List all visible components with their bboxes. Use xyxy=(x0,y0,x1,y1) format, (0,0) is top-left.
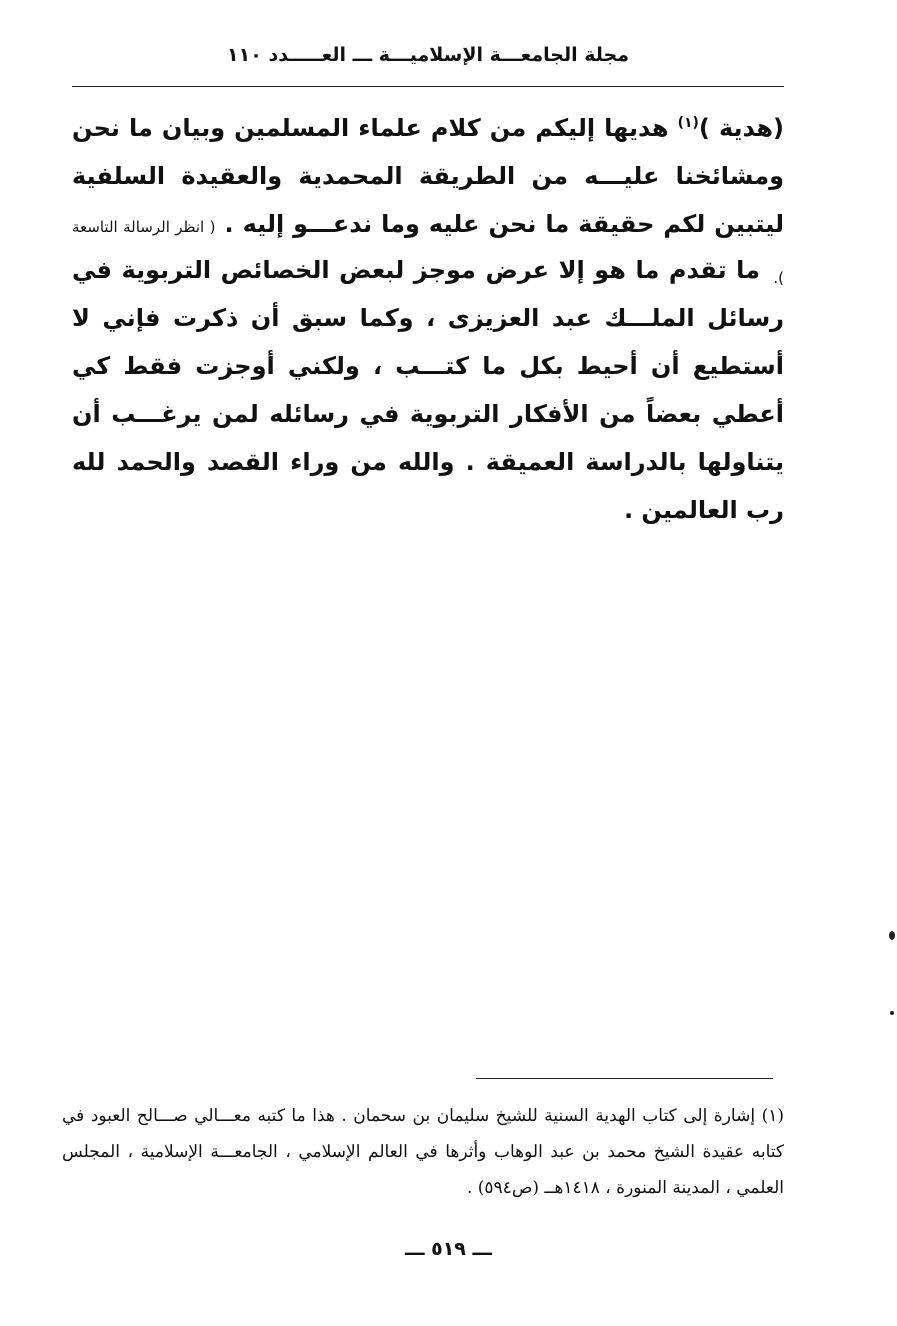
running-header: مجلة الجامعـــة الإسلاميـــة ـــ العـــــدد ١١٠ xyxy=(227,44,629,66)
footnote-reference-mark: (١) xyxy=(677,115,699,131)
paragraph-opening: (هدية ) xyxy=(698,114,784,142)
scan-speck xyxy=(890,1011,894,1015)
header-divider xyxy=(72,86,784,87)
paragraph-1-note: ( انظر الرسالة التاسعة ). xyxy=(72,218,784,287)
footnote-text: (١) إشارة إلى كتاب الهدية السنية للشيخ سليمان بن سحمان . هذا ما كتبه معـــالي صـــالح العبود في كتابه عقيدة الشيخ محمد بن عبد الوهاب وأثرها في العالم الإسلامي ، الجامعـــة الإسلامية ، المجلس العلمي ، المدينة المنورة ، ١٤١٨هــ (ص٥٩٤) . xyxy=(62,1106,784,1198)
paragraph-1-text: هديها إليكم من كلام علماء المسلمين وبيان ما نحن ومشائخنا عليـــه من الطريقة المحمدية والعقيدة السلفية ليتبين لكم حقيقة ما نحن عليه وما ندعـــو إليه . xyxy=(72,114,785,238)
body-paragraph-2: ما تقدم ما هو إلا عرض موجز لبعض الخصائص التربوية في رسائل الملـــك عبد العزيزى ، وكما سبق أن ذكرت فإني لا أستطيع أن أحيط بكل ما كتـــب ، ولكني أوجزت فقط كي أعطي بعضاً من الأفكار التربوية في رسائله لمن يرغـــب أن يتناولها بالدراسة العميقة . والله من وراء القصد والحمد لله رب العالمين . xyxy=(72,256,784,524)
scan-speck xyxy=(889,931,895,940)
page-number: ـــ ٥١٩ ـــ xyxy=(404,1238,492,1260)
footnote-divider xyxy=(476,1078,773,1079)
